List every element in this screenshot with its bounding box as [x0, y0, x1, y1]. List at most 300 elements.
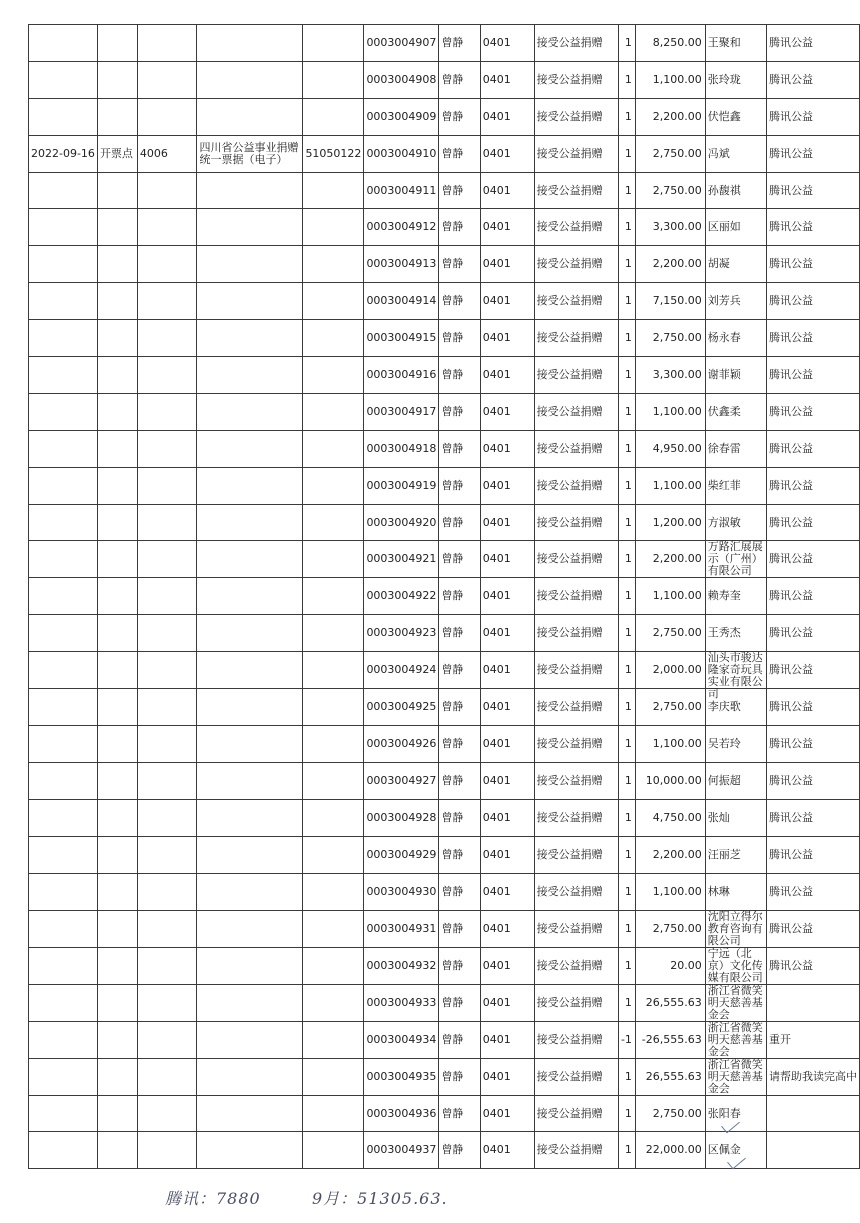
amount-cell: 2,750.00: [635, 135, 705, 172]
operator-cell: 曾静: [439, 25, 480, 62]
amount-cell: 2,000.00: [635, 652, 705, 689]
date-cell: [29, 984, 98, 1021]
date-cell: [29, 430, 98, 467]
dept-code-cell: 0401: [480, 689, 534, 726]
remark-cell: 腾讯公益: [766, 836, 859, 873]
location-cell: [97, 763, 137, 800]
table-row: [29, 984, 860, 1021]
payer-cell: [705, 246, 766, 283]
payer-cell: [705, 467, 766, 504]
dept-code-cell: 0401: [480, 246, 534, 283]
receipt-no-cell: 0003004915: [364, 320, 439, 357]
payer-cell: [705, 726, 766, 763]
dept-code-cell: 0401: [480, 61, 534, 98]
bill-type-cell: [197, 689, 303, 726]
remark-cell: [766, 984, 859, 1021]
location-cell: [97, 578, 137, 615]
item-cell: 接受公益捐赠: [534, 947, 618, 984]
bill-type-cell: [197, 799, 303, 836]
quantity-cell: 1: [618, 836, 635, 873]
bill-type-cell: [197, 1132, 303, 1169]
table-row: [29, 504, 860, 541]
date-cell: [29, 1021, 98, 1058]
operator-cell: 曾静: [439, 61, 480, 98]
amount-cell: 4,950.00: [635, 430, 705, 467]
payer-cell: [705, 836, 766, 873]
code-cell: [137, 541, 197, 578]
code-cell: [137, 61, 197, 98]
table-row: [29, 393, 860, 430]
quantity-cell: 1: [618, 135, 635, 172]
dept-code-cell: 0401: [480, 947, 534, 984]
receipt-no-cell: 0003004931: [364, 910, 439, 947]
table-row: [29, 726, 860, 763]
location-cell: [97, 615, 137, 652]
location-cell: [97, 1058, 137, 1095]
location-cell: [97, 25, 137, 62]
payer-cell-text: 吴若玲: [707, 737, 741, 751]
payer-cell: [705, 135, 766, 172]
table-row: [29, 541, 860, 578]
item-cell: 接受公益捐赠: [534, 246, 618, 283]
group-bill-code-cell: 51050122: [303, 135, 364, 172]
bill-type-cell: [197, 393, 303, 430]
operator-cell: 曾静: [439, 615, 480, 652]
payer-cell: [705, 1058, 766, 1095]
dept-code-cell: 0401: [480, 430, 534, 467]
code-cell: [137, 25, 197, 62]
bill-type-cell: [197, 61, 303, 98]
payer-cell-text: 汪丽芝: [707, 847, 741, 861]
code-cell: [137, 283, 197, 320]
code-cell: [137, 799, 197, 836]
payer-cell-text: 胡凝: [707, 257, 730, 271]
date-cell: [29, 393, 98, 430]
operator-cell: 曾静: [439, 836, 480, 873]
operator-cell: 曾静: [439, 467, 480, 504]
remark-cell: 腾讯公益: [766, 910, 859, 947]
quantity-cell: 1: [618, 763, 635, 800]
location-cell: [97, 283, 137, 320]
payer-cell-text: 王秀杰: [707, 626, 741, 640]
code-cell: [137, 1058, 197, 1095]
bill-code-cell: [303, 430, 364, 467]
remark-cell: 腾讯公益: [766, 135, 859, 172]
item-cell: 接受公益捐赠: [534, 504, 618, 541]
receipt-no-cell: 0003004907: [364, 25, 439, 62]
code-cell: [137, 615, 197, 652]
bill-type-cell: [197, 836, 303, 873]
table-row: [29, 25, 860, 62]
bill-code-cell: [303, 615, 364, 652]
remark-cell: 腾讯公益: [766, 283, 859, 320]
bill-code-cell: [303, 984, 364, 1021]
date-cell: [29, 763, 98, 800]
location-cell: [97, 689, 137, 726]
payer-cell: [705, 98, 766, 135]
item-cell: 接受公益捐赠: [534, 61, 618, 98]
code-cell: [137, 652, 197, 689]
item-cell: 接受公益捐赠: [534, 615, 618, 652]
bill-type-cell: [197, 984, 303, 1021]
receipt-no-cell: 0003004936: [364, 1095, 439, 1132]
bill-code-cell: [303, 246, 364, 283]
dept-code-cell: 0401: [480, 763, 534, 800]
ledger-sheet: [28, 24, 860, 1169]
quantity-cell: 1: [618, 357, 635, 394]
payer-cell-text: 赖寿奎: [707, 589, 741, 603]
amount-cell: 1,100.00: [635, 726, 705, 763]
date-cell: [29, 947, 98, 984]
group-bill-type-cell: [197, 135, 303, 172]
payer-cell-text: 张玲珑: [707, 72, 741, 86]
dept-code-cell: 0401: [480, 873, 534, 910]
code-cell: [137, 430, 197, 467]
dept-code-cell: 0401: [480, 209, 534, 246]
remark-cell: 腾讯公益: [766, 541, 859, 578]
receipt-no-cell: 0003004927: [364, 763, 439, 800]
payer-cell: [705, 1021, 766, 1058]
operator-cell: 曾静: [439, 652, 480, 689]
quantity-cell: 1: [618, 615, 635, 652]
receipt-no-cell: 0003004930: [364, 873, 439, 910]
receipt-no-cell: 0003004932: [364, 947, 439, 984]
item-cell: 接受公益捐赠: [534, 467, 618, 504]
bill-code-cell: [303, 320, 364, 357]
table-row: [29, 873, 860, 910]
amount-cell: 3,300.00: [635, 209, 705, 246]
operator-cell: 曾静: [439, 947, 480, 984]
dept-code-cell: 0401: [480, 283, 534, 320]
dept-code-cell: 0401: [480, 836, 534, 873]
operator-cell: 曾静: [439, 504, 480, 541]
quantity-cell: 1: [618, 430, 635, 467]
quantity-cell: 1: [618, 910, 635, 947]
dept-code-cell: 0401: [480, 1058, 534, 1095]
item-cell: 接受公益捐赠: [534, 1095, 618, 1132]
date-cell: [29, 1132, 98, 1169]
date-cell: [29, 1095, 98, 1132]
item-cell: 接受公益捐赠: [534, 25, 618, 62]
payer-cell: [705, 283, 766, 320]
date-cell: [29, 578, 98, 615]
operator-cell: 曾静: [439, 430, 480, 467]
quantity-cell: 1: [618, 467, 635, 504]
location-cell: [97, 1132, 137, 1169]
receipt-no-cell: 0003004912: [364, 209, 439, 246]
payer-cell-text: 王聚和: [707, 35, 741, 49]
quantity-cell: 1: [618, 98, 635, 135]
amount-cell: 4,750.00: [635, 799, 705, 836]
item-cell: 接受公益捐赠: [534, 873, 618, 910]
date-cell: [29, 836, 98, 873]
bill-type-cell: [197, 726, 303, 763]
item-cell: 接受公益捐赠: [534, 1021, 618, 1058]
payer-cell: [705, 320, 766, 357]
table-row: [29, 430, 860, 467]
payer-cell-text: 徐春雷: [707, 441, 741, 455]
receipt-no-cell: 0003004916: [364, 357, 439, 394]
location-cell: [97, 873, 137, 910]
table-row: [29, 172, 860, 209]
amount-cell: 2,750.00: [635, 172, 705, 209]
operator-cell: 曾静: [439, 799, 480, 836]
receipt-no-cell: 0003004913: [364, 246, 439, 283]
amount-cell: 3,300.00: [635, 357, 705, 394]
item-cell: 接受公益捐赠: [534, 689, 618, 726]
group-location-cell: 开票点: [97, 135, 137, 172]
amount-cell: 1,200.00: [635, 504, 705, 541]
operator-cell: 曾静: [439, 135, 480, 172]
remark-cell: 腾讯公益: [766, 467, 859, 504]
receipt-no-cell: 0003004937: [364, 1132, 439, 1169]
payer-cell-text: 谢菲颖: [707, 367, 741, 381]
code-cell: [137, 947, 197, 984]
date-cell: [29, 541, 98, 578]
amount-cell: 2,750.00: [635, 320, 705, 357]
bill-type-cell: [197, 1095, 303, 1132]
remark-cell: [766, 1095, 859, 1132]
amount-cell: 10,000.00: [635, 763, 705, 800]
quantity-cell: 1: [618, 61, 635, 98]
group-bill-type-cell-text: 四川省公益事业捐赠统一票据（电子）: [199, 140, 299, 166]
amount-cell: 2,750.00: [635, 615, 705, 652]
remark-cell: 腾讯公益: [766, 689, 859, 726]
code-cell: [137, 1095, 197, 1132]
location-cell: [97, 799, 137, 836]
payer-cell: [705, 61, 766, 98]
receipt-no-cell: 0003004921: [364, 541, 439, 578]
payer-cell: [705, 25, 766, 62]
quantity-cell: 1: [618, 541, 635, 578]
amount-cell: 2,200.00: [635, 541, 705, 578]
receipt-no-cell: 0003004914: [364, 283, 439, 320]
bill-code-cell: [303, 541, 364, 578]
item-cell: 接受公益捐赠: [534, 320, 618, 357]
amount-cell: 2,750.00: [635, 910, 705, 947]
item-cell: 接受公益捐赠: [534, 357, 618, 394]
code-cell: [137, 910, 197, 947]
amount-cell: 1,100.00: [635, 393, 705, 430]
code-cell: [137, 504, 197, 541]
remark-cell: 腾讯公益: [766, 726, 859, 763]
bill-code-cell: [303, 836, 364, 873]
date-cell: [29, 98, 98, 135]
operator-cell: 曾静: [439, 209, 480, 246]
amount-cell: 7,150.00: [635, 283, 705, 320]
code-cell: [137, 763, 197, 800]
payer-cell: [705, 615, 766, 652]
date-cell: [29, 504, 98, 541]
item-cell: 接受公益捐赠: [534, 541, 618, 578]
code-cell: [137, 578, 197, 615]
table-row: [29, 246, 860, 283]
bill-code-cell: [303, 357, 364, 394]
operator-cell: 曾静: [439, 726, 480, 763]
code-cell: [137, 726, 197, 763]
amount-cell: 2,200.00: [635, 836, 705, 873]
amount-cell: -26,555.63: [635, 1021, 705, 1058]
location-cell: [97, 430, 137, 467]
remark-cell: 腾讯公益: [766, 578, 859, 615]
quantity-cell: 1: [618, 1058, 635, 1095]
dept-code-cell: 0401: [480, 172, 534, 209]
quantity-cell: 1: [618, 689, 635, 726]
payer-cell-text: 李庆歌: [707, 700, 741, 714]
item-cell: 接受公益捐赠: [534, 984, 618, 1021]
amount-cell: 22,000.00: [635, 1132, 705, 1169]
payer-cell-text: 刘芳兵: [707, 294, 741, 308]
table-row: [29, 836, 860, 873]
bill-code-cell: [303, 947, 364, 984]
location-cell: [97, 726, 137, 763]
location-cell: [97, 910, 137, 947]
table-row: [29, 947, 860, 984]
quantity-cell: 1: [618, 504, 635, 541]
dept-code-cell: 0401: [480, 393, 534, 430]
quantity-cell: 1: [618, 283, 635, 320]
code-cell: [137, 357, 197, 394]
dept-code-cell: 0401: [480, 984, 534, 1021]
payer-cell-text: 区佩金: [707, 1143, 741, 1157]
item-cell: 接受公益捐赠: [534, 1058, 618, 1095]
payer-cell: [705, 651, 766, 701]
quantity-cell: 1: [618, 209, 635, 246]
table-row: [29, 1021, 860, 1058]
group-code-cell: 4006: [137, 135, 197, 172]
remark-cell: 腾讯公益: [766, 172, 859, 209]
bill-code-cell: [303, 578, 364, 615]
receipt-no-cell: 0003004925: [364, 689, 439, 726]
amount-cell: 2,750.00: [635, 689, 705, 726]
operator-cell: 曾静: [439, 910, 480, 947]
bill-code-cell: [303, 689, 364, 726]
bill-code-cell: [303, 25, 364, 62]
remark-cell: 腾讯公益: [766, 504, 859, 541]
quantity-cell: 1: [618, 1132, 635, 1169]
item-cell: 接受公益捐赠: [534, 172, 618, 209]
receipt-no-cell: 0003004910: [364, 135, 439, 172]
amount-cell: 1,100.00: [635, 61, 705, 98]
item-cell: 接受公益捐赠: [534, 135, 618, 172]
bill-code-cell: [303, 799, 364, 836]
location-cell: [97, 947, 137, 984]
receipt-no-cell: 0003004934: [364, 1021, 439, 1058]
payer-cell-text: 伏恺鑫: [707, 109, 741, 123]
bill-code-cell: [303, 1058, 364, 1095]
code-cell: [137, 836, 197, 873]
quantity-cell: 1: [618, 873, 635, 910]
remark-cell: 腾讯公益: [766, 61, 859, 98]
code-cell: [137, 246, 197, 283]
receipt-no-cell: 0003004908: [364, 61, 439, 98]
code-cell: [137, 873, 197, 910]
bill-type-cell: [197, 320, 303, 357]
payer-cell-text: 伏鑫柔: [707, 404, 741, 418]
operator-cell: 曾静: [439, 689, 480, 726]
amount-cell: 1,100.00: [635, 873, 705, 910]
quantity-cell: 1: [618, 578, 635, 615]
remark-cell: 腾讯公益: [766, 430, 859, 467]
dept-code-cell: 0401: [480, 1095, 534, 1132]
remark-cell: 腾讯公益: [766, 320, 859, 357]
date-cell: [29, 799, 98, 836]
location-cell: [97, 652, 137, 689]
code-cell: [137, 1021, 197, 1058]
receipt-no-cell: 0003004920: [364, 504, 439, 541]
date-cell: [29, 320, 98, 357]
remark-cell: 腾讯公益: [766, 947, 859, 984]
payer-cell: [705, 393, 766, 430]
bill-code-cell: [303, 910, 364, 947]
payer-cell-text: 浙江省微笑明天慈善基金会: [707, 983, 763, 1021]
bill-code-cell: [303, 393, 364, 430]
ledger-body: [29, 25, 860, 1169]
operator-cell: 曾静: [439, 172, 480, 209]
location-cell: [97, 1095, 137, 1132]
payer-cell: [705, 1095, 766, 1132]
item-cell: 接受公益捐赠: [534, 430, 618, 467]
remark-cell: 腾讯公益: [766, 652, 859, 689]
payer-cell: [705, 873, 766, 910]
operator-cell: 曾静: [439, 578, 480, 615]
operator-cell: 曾静: [439, 873, 480, 910]
dept-code-cell: 0401: [480, 652, 534, 689]
bill-code-cell: [303, 172, 364, 209]
location-cell: [97, 541, 137, 578]
bill-type-cell: [197, 98, 303, 135]
date-cell: [29, 689, 98, 726]
payer-cell-text: 杨永春: [707, 331, 741, 345]
code-cell: [137, 689, 197, 726]
location-cell: [97, 467, 137, 504]
item-cell: 接受公益捐赠: [534, 652, 618, 689]
item-cell: 接受公益捐赠: [534, 283, 618, 320]
quantity-cell: -1: [618, 1021, 635, 1058]
table-row: [29, 135, 860, 172]
item-cell: 接受公益捐赠: [534, 209, 618, 246]
remark-cell: 腾讯公益: [766, 357, 859, 394]
bill-type-cell: [197, 283, 303, 320]
bill-type-cell: [197, 873, 303, 910]
payer-cell: [705, 541, 766, 578]
operator-cell: 曾静: [439, 320, 480, 357]
receipt-no-cell: 0003004919: [364, 467, 439, 504]
bill-type-cell: [197, 504, 303, 541]
operator-cell: 曾静: [439, 541, 480, 578]
code-cell: [137, 1132, 197, 1169]
operator-cell: 曾静: [439, 357, 480, 394]
amount-cell: 2,200.00: [635, 246, 705, 283]
date-cell: [29, 652, 98, 689]
amount-cell: 26,555.63: [635, 984, 705, 1021]
payer-cell-text: 浙江省微笑明天慈善基金会: [707, 1020, 763, 1058]
location-cell: [97, 172, 137, 209]
operator-cell: 曾静: [439, 246, 480, 283]
bill-type-cell: [197, 541, 303, 578]
remark-cell: 腾讯公益: [766, 615, 859, 652]
table-row: [29, 283, 860, 320]
amount-cell: 26,555.63: [635, 1058, 705, 1095]
receipt-no-cell: 0003004909: [364, 98, 439, 135]
date-cell: [29, 61, 98, 98]
receipt-no-cell: 0003004929: [364, 836, 439, 873]
bill-type-cell: [197, 246, 303, 283]
code-cell: [137, 984, 197, 1021]
remark-cell: 腾讯公益: [766, 246, 859, 283]
amount-cell: 1,100.00: [635, 578, 705, 615]
bill-code-cell: [303, 504, 364, 541]
